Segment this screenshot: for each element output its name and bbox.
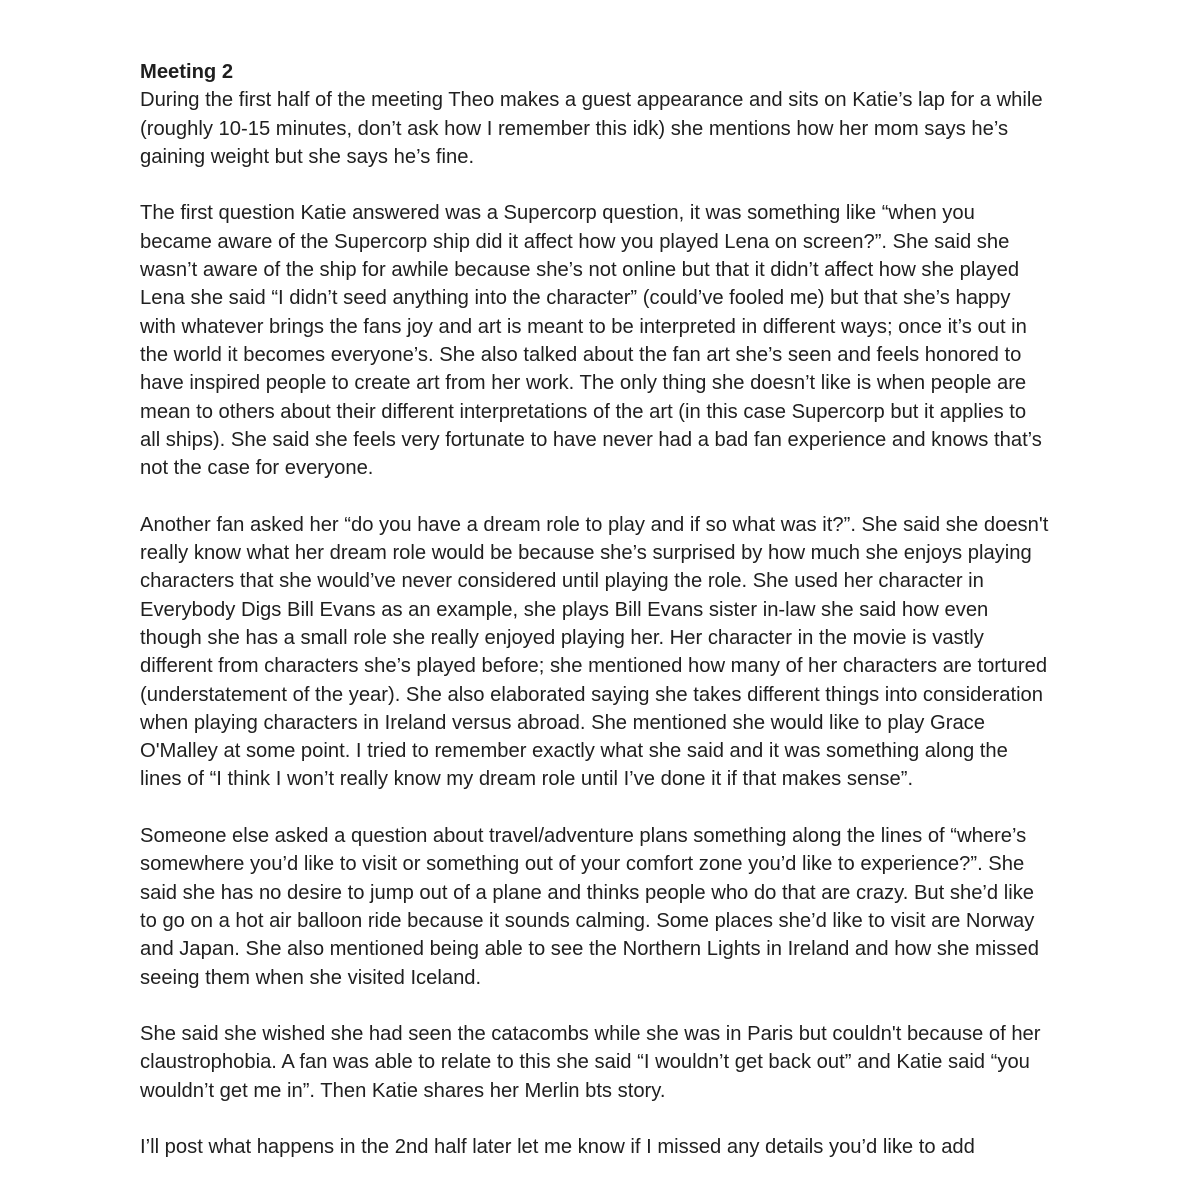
paragraph-catacombs: She said she wished she had seen the catacombs while she was in Paris but couldn't because of her claustrophobia. A fan was able to relate to this she said “I wouldn’t get back out” and Katie said “you wouldn’t get me in”. Then Katie shares her Merlin bts story. <box>140 1023 1041 1102</box>
paragraph-supercorp-question: The first question Katie answered was a Supercorp question, it was something like “when you became aware of the Supercorp ship did it affect how you played Lena on screen?”. She said she wasn’t aware of the ship for awhile because she’s not online but that it didn’t affect how she played Lena she said “I didn’t seed anything into the character” (could’ve fooled me) but that she’s happy with whatever brings the fans joy and art is meant to be interpreted in different ways; once it’s out in the world it becomes everyone’s. She also talked about the fan art she’s seen and feels honored to have inspired people to create art from her work. The only thing she doesn’t like is when people are mean to others about their different interpretations of the art (in this case Supercorp but it applies to all ships). She said she feels very fortunate to have never had a bad fan experience and knows that’s not the case for everyone. <box>140 202 1042 480</box>
paragraph-travel-question: Someone else asked a question about travel/adventure plans something along the lines of “where’s somewhere you’d like to visit or something out of your comfort zone you’d like to experience?”. She said she has no desire to jump out of a plane and thinks people who do that are crazy. But she’d like to go on a hot air balloon ride because it sounds calming. Some places she’d like to visit are Norway and Japan. She also mentioned being able to see the Northern Lights in Ireland and how she missed seeing them when she visited Iceland. <box>140 825 1039 989</box>
document-body <box>140 58 1050 1190</box>
document-heading: Meeting 2 <box>140 61 234 83</box>
paragraph-closing-note: I’ll post what happens in the 2nd half later let me know if I missed any details you’d like to add <box>140 1136 975 1159</box>
paragraph-dream-role-question: Another fan asked her “do you have a dream role to play and if so what was it?”. She said she doesn't really know what her dream role would be because she’s surprised by how much she enjoys playing characters that she would’ve never considered until playing the role. She used her character in Everybody Digs Bill Evans as an example, she plays Bill Evans sister in-law she said how even though she has a small role she really enjoyed playing her. Her character in the movie is vastly different from characters she’s played before; she mentioned how many of her characters are tortured (understatement of the year). She also elaborated saying she takes different things into consideration when playing characters in Ireland versus abroad. She mentioned she would like to play Grace O'Malley at some point. I tried to remember exactly what she said and it was something along the lines of “I think I won’t really know my dream role until I’ve done it if that makes sense”. <box>140 513 1049 791</box>
paragraph-intro: During the first half of the meeting Theo makes a guest appearance and sits on Katie’s lap for a while (roughly 10-15 minutes, don’t ask how I remember this idk) she mentions how her mom says he’s gaining weight but she says he’s fine. <box>140 89 1043 168</box>
